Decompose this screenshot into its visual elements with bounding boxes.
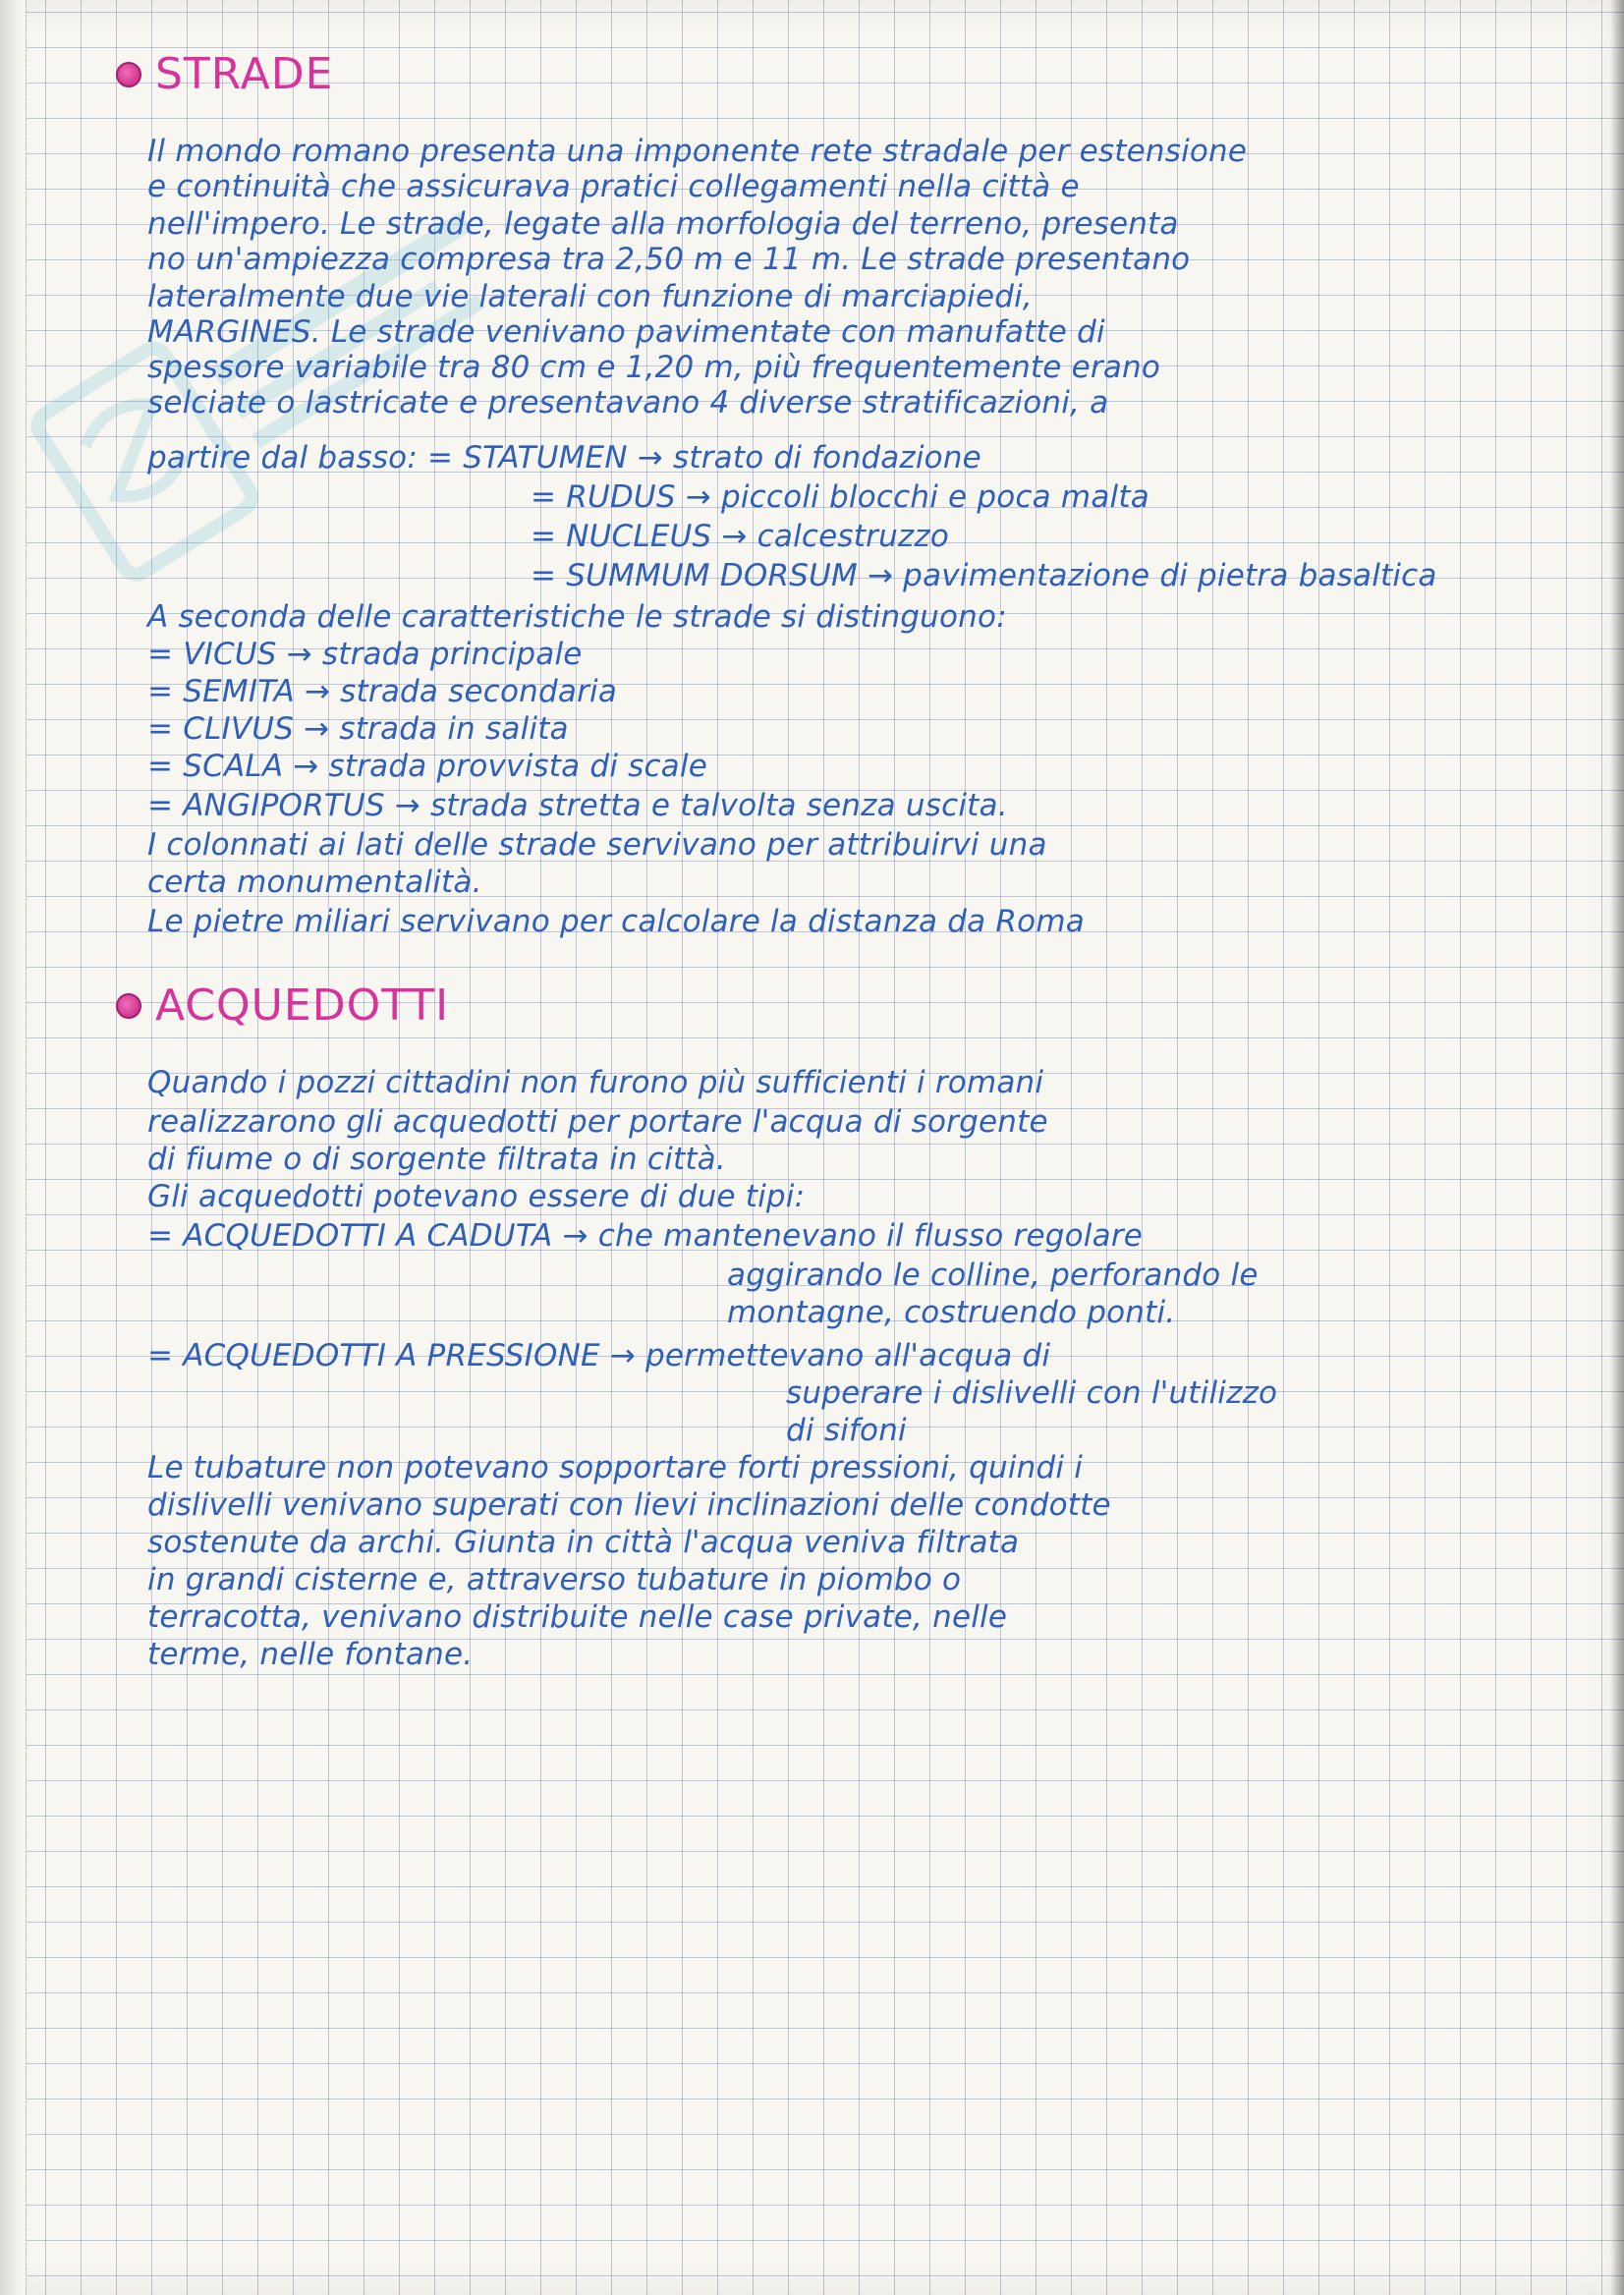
text-line: = SUMMUM DORSUM → pavimentazione di pietra basaltica: [531, 558, 1437, 593]
text-line: = RUDUS → piccoli blocchi e poca malta: [531, 479, 1149, 515]
text-line: MARGINES. Le strade venivano pavimentate con manufatte di: [147, 314, 1105, 350]
text-line: terracotta, venivano distribuite nelle case private, nelle: [147, 1599, 1008, 1635]
text-line: montagne, costruendo ponti.: [727, 1295, 1176, 1330]
text-line: = ANGIPORTUS → strada stretta e talvolta senza uscita.: [147, 788, 1008, 823]
heading-text: STRADE: [155, 49, 334, 99]
pink-bullet-icon: [116, 62, 141, 87]
heading-text: ACQUEDOTTI: [155, 980, 450, 1031]
text-line: no un'ampiezza compresa tra 2,50 m e 11 m. Le strade presentano: [147, 242, 1191, 277]
text-line: = SEMITA → strada secondaria: [147, 674, 618, 709]
text-line: Le pietre miliari servivano per calcolare la distanza da Roma: [147, 904, 1085, 939]
text-line: Gli acquedotti potevano essere di due tipi:: [147, 1179, 806, 1214]
text-line: terme, nelle fontane.: [147, 1637, 474, 1672]
text-line: = ACQUEDOTTI A PRESSIONE → permettevano all'acqua di: [147, 1338, 1051, 1373]
heading-acquedotti: [116, 980, 449, 1031]
text-line: in grandi cisterne e, attraverso tubature in piombo o: [147, 1562, 962, 1597]
text-line: = NUCLEUS → calcestruzzo: [531, 519, 950, 554]
text-line: = CLIVUS → strada in salita: [147, 711, 569, 747]
text-line: = SCALA → strada provvista di scale: [147, 749, 707, 784]
text-line: = VICUS → strada principale: [147, 637, 583, 672]
text-line: di sifoni: [786, 1413, 907, 1448]
text-line: I colonnati ai lati delle strade servivano per attribuirvi una: [147, 827, 1047, 863]
text-line: nell'impero. Le strade, legate alla morfologia del terreno, presenta: [147, 206, 1179, 242]
text-line: spessore variabile tra 80 cm e 1,20 m, più frequentemente erano: [147, 350, 1161, 385]
text-line: A seconda delle caratteristiche le strade si distinguono:: [147, 599, 1007, 635]
page-binding-edge: [0, 0, 27, 2295]
text-line: certa monumentalità.: [147, 865, 482, 900]
text-line: e continuità che assicurava pratici collegamenti nella città e: [147, 169, 1080, 204]
text-line: lateralmente due vie laterali con funzione di marciapiedi,: [147, 279, 1033, 314]
text-line: aggirando le colline, perforando le: [727, 1258, 1259, 1293]
heading-strade: [116, 49, 333, 99]
text-line: Le tubature non potevano sopportare forti pressioni, quindi i: [147, 1450, 1084, 1485]
text-line: = ACQUEDOTTI A CADUTA → che mantenevano il flusso regolare: [147, 1218, 1144, 1254]
text-line: superare i dislivelli con l'utilizzo: [786, 1375, 1278, 1411]
text-line: Quando i pozzi cittadini non furono più sufficienti i romani: [147, 1065, 1044, 1100]
text-line: partire dal basso: = STATUMEN → strato di fondazione: [147, 440, 981, 476]
page-right-edge: [1610, 0, 1624, 2295]
text-line: realizzarono gli acquedotti per portare l'acqua di sorgente: [147, 1104, 1048, 1140]
text-line: sostenute da archi. Giunta in città l'acqua veniva filtrata: [147, 1525, 1020, 1560]
pink-bullet-icon: [116, 993, 141, 1019]
text-line: selciate o lastricate e presentavano 4 diverse stratificazioni, a: [147, 385, 1109, 420]
text-line: di fiume o di sorgente filtrata in città.: [147, 1142, 726, 1177]
text-line: dislivelli venivano superati con lievi inclinazioni delle condotte: [147, 1487, 1111, 1523]
text-line: Il mondo romano presenta una imponente rete stradale per estensione: [147, 134, 1248, 169]
